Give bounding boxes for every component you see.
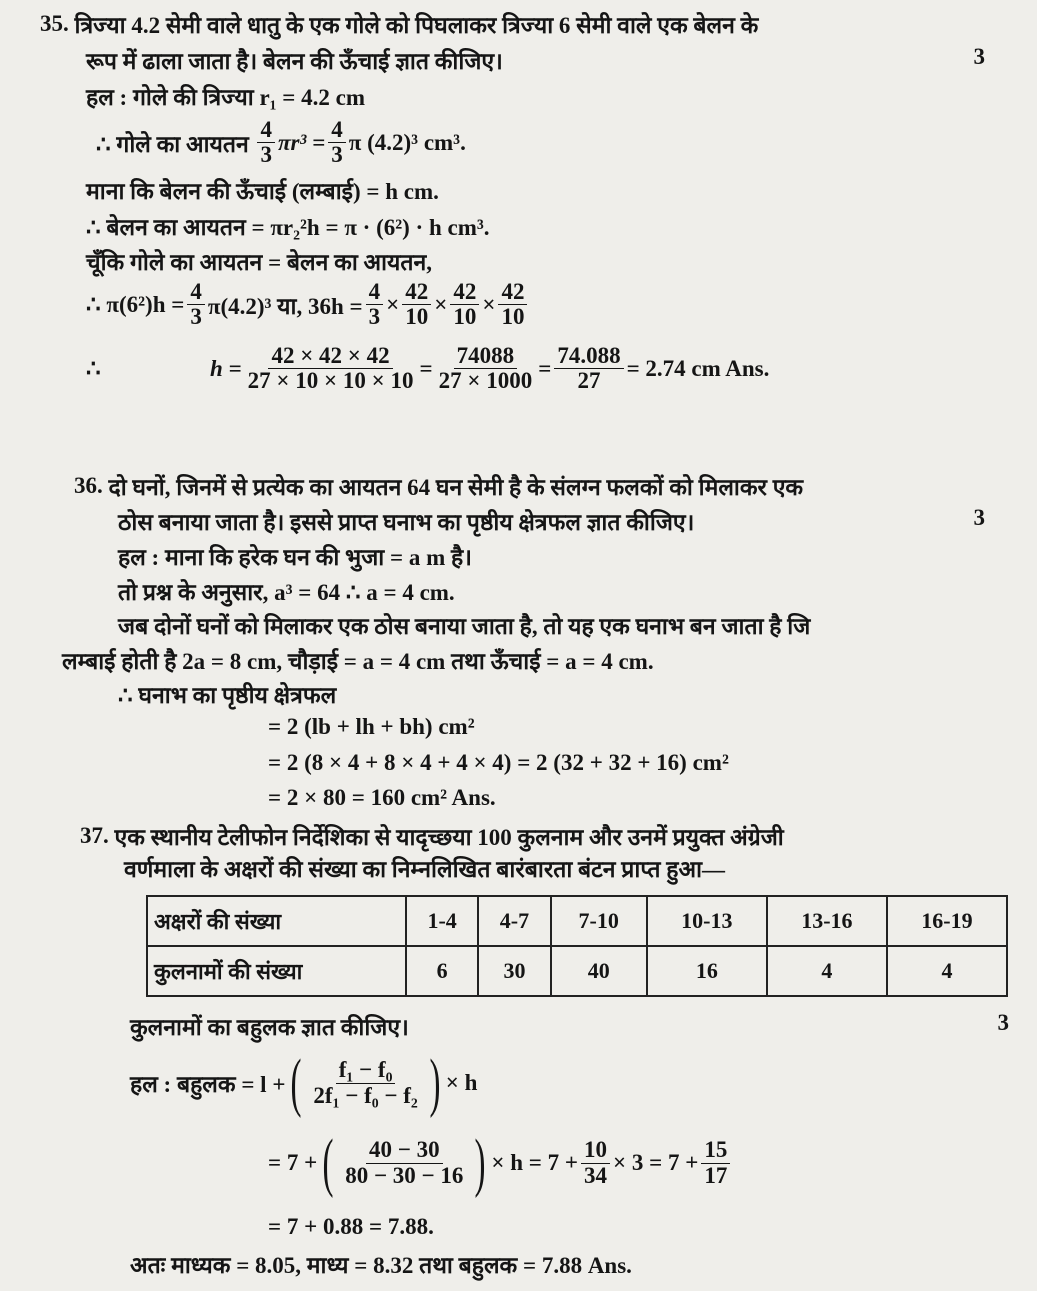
- text: हल : बहुलक = l +: [130, 1072, 286, 1097]
- den: 27 × 1000: [438, 368, 533, 394]
- solution-line: [268, 1126, 733, 1199]
- question-text: एक स्थानीय टेलीफोन निर्देशिका से यादृच्छया 100 कुलनाम और उनमें प्रयुक्त अंग्रेजी: [114, 825, 784, 850]
- frequency-table: [146, 895, 1008, 997]
- num: 74088: [454, 344, 518, 369]
- op: =: [419, 355, 433, 381]
- den: 10: [501, 304, 525, 330]
- question-number: 37.: [80, 823, 109, 848]
- den: 17: [704, 1162, 728, 1188]
- question-text: कुलनामों का बहुलक ज्ञात कीजिए।: [130, 1015, 409, 1040]
- num: 4: [328, 118, 346, 143]
- solution-line: = 2 (lb + lh + bh) cm²: [268, 714, 475, 739]
- fraction: [342, 1138, 466, 1187]
- fraction: [366, 280, 384, 329]
- solution-line: ∴ घनाभ का पृष्ठीय क्षेत्रफल: [118, 683, 337, 708]
- solution-line: माना कि बेलन की ऊँचाई (लम्बाई) = h cm.: [86, 179, 439, 204]
- solution-line: तो प्रश्न के अनुसार, a³ = 64 ∴ a = 4 cm.: [118, 580, 455, 605]
- den: 3: [331, 142, 343, 168]
- paren: (: [322, 1126, 334, 1199]
- solution-line: हल : माना कि हरेक घन की भुजा = a m है।: [118, 545, 472, 570]
- num: 42: [402, 280, 431, 305]
- fraction: [701, 1138, 730, 1187]
- text: h =: [210, 355, 242, 381]
- solution-line: [130, 1046, 478, 1119]
- solution-line: [86, 344, 769, 393]
- solution-line: जब दोनों घनों को मिलाकर एक ठोस बनाया जाता है, तो यह एक घनाभ बन जाता है जि: [118, 614, 811, 639]
- solution-line: = 2 (8 × 4 + 8 × 4 + 4 × 4) = 2 (32 + 32 + 16) cm²: [268, 750, 729, 775]
- table-cell: 16: [647, 946, 767, 996]
- op: =: [538, 355, 552, 381]
- fraction: [310, 1058, 420, 1107]
- paren: ): [429, 1046, 441, 1119]
- text: × h: [445, 1070, 478, 1095]
- q37-line1: [80, 820, 784, 852]
- final-answer: अतः माध्यक = 8.05, माध्य = 8.32 तथा बहुलक = 7.88 Ans.: [130, 1253, 632, 1278]
- den: 34: [584, 1162, 608, 1188]
- solution-line: [86, 280, 530, 329]
- table-cell: 4: [887, 946, 1007, 996]
- fraction: [328, 118, 346, 167]
- table-cell: 40: [551, 946, 647, 996]
- num: 42: [450, 280, 479, 305]
- solution-line: लम्बाई होती है 2a = 8 cm, चौड़ाई = a = 4 cm तथा ऊँचाई = a = 4 cm.: [62, 649, 654, 674]
- table-cell: 6: [406, 946, 478, 996]
- q36-line2: ठोस बनाया जाता है। इससे प्राप्त घनाभ का पृष्ठीय क्षेत्रफल ज्ञात कीजिए।: [118, 510, 695, 535]
- fraction: [245, 344, 417, 393]
- solution-line: = 2 × 80 = 160 cm² Ans.: [268, 785, 496, 810]
- text: ∴ π(6²)h =: [86, 291, 185, 317]
- solution-line: = 7 + 0.88 = 7.88.: [268, 1214, 434, 1239]
- num: 10: [581, 1138, 610, 1163]
- q35-line1: [40, 8, 758, 40]
- fraction: [257, 118, 275, 167]
- paren: ): [474, 1126, 486, 1199]
- fraction: [187, 280, 205, 329]
- text: × h = 7 +: [491, 1150, 579, 1175]
- paren: (: [290, 1046, 302, 1119]
- question-text: रूप में ढाला जाता है। बेलन की ऊँचाई ज्ञात कीजिए।: [86, 49, 503, 74]
- num: 15: [701, 1138, 730, 1163]
- marks: 3: [973, 44, 985, 69]
- text: π (4.2)³ cm³.: [348, 129, 466, 155]
- solution-line: चूँकि गोले का आयतन = बेलन का आयतन,: [86, 250, 433, 275]
- question-text: दो घनों, जिनमें से प्रत्येक का आयतन 64 घन सेमी है के संलग्न फलकों को मिलाकर एक: [108, 475, 804, 500]
- fraction: [581, 1138, 610, 1187]
- num: 4: [257, 118, 275, 143]
- text: π(4.2)³ या, 36h =: [207, 293, 363, 319]
- table-cell: 4: [767, 946, 887, 996]
- question-number: 36.: [74, 473, 103, 498]
- den: 27: [577, 368, 601, 394]
- num: f₁ − f₀: [336, 1058, 396, 1083]
- den: 27 × 10 × 10 × 10: [247, 368, 414, 394]
- marks: 3: [973, 505, 985, 530]
- solution-line: ∴ बेलन का आयतन = πr₂²h = π · (6²) · h cm³.: [86, 215, 490, 240]
- fraction: [402, 280, 431, 329]
- table-row: [147, 896, 1007, 946]
- den: 3: [190, 304, 202, 330]
- solution-line: [96, 118, 466, 167]
- den: 10: [405, 304, 429, 330]
- answer: = 2.74 cm Ans.: [626, 355, 770, 381]
- den: 2f₁ − f₀ − f₂: [313, 1082, 418, 1108]
- op: ×: [386, 291, 400, 317]
- table-header: कुलनामों की संख्या: [147, 946, 406, 996]
- q37-line2: वर्णमाला के अक्षरों की संख्या का निम्नलिखित बारंबारता बंटन प्राप्त हुआ—: [124, 857, 725, 882]
- question-text: त्रिज्या 4.2 सेमी वाले धातु के एक गोले को पिघलाकर त्रिज्या 6 सेमी वाले एक बेलन के: [74, 13, 759, 38]
- num: 4: [366, 280, 384, 305]
- num: 40 − 30: [366, 1138, 443, 1163]
- table-cell: 10-13: [647, 896, 767, 946]
- q36-line1: [74, 470, 803, 502]
- den: 3: [260, 142, 272, 168]
- op: ×: [434, 291, 448, 317]
- text: × 3 = 7 +: [613, 1150, 699, 1175]
- fraction: [554, 344, 623, 393]
- table-cell: 30: [478, 946, 550, 996]
- fraction: [436, 344, 536, 393]
- table-cell: 4-7: [478, 896, 550, 946]
- q35-line2: [86, 44, 503, 76]
- den: 80 − 30 − 16: [345, 1162, 464, 1188]
- table-cell: 16-19: [887, 896, 1007, 946]
- num: 4: [187, 280, 205, 305]
- table-row: [147, 946, 1007, 996]
- table-cell: 13-16: [767, 896, 887, 946]
- num: 42: [498, 280, 527, 305]
- num: 42 × 42 × 42: [268, 344, 392, 369]
- num: 74.088: [554, 344, 623, 369]
- text: ∴: [86, 355, 101, 381]
- op: ×: [482, 291, 496, 317]
- table-header: अक्षरों की संख्या: [147, 896, 406, 946]
- fraction: [498, 280, 527, 329]
- marks: 3: [997, 1010, 1009, 1035]
- question-number: 35.: [40, 11, 69, 36]
- den: 10: [453, 304, 477, 330]
- text: ∴ गोले का आयतन: [96, 131, 249, 157]
- fraction: [450, 280, 479, 329]
- table-cell: 7-10: [551, 896, 647, 946]
- text: πr³ =: [277, 129, 326, 155]
- solution-line: हल : गोले की त्रिज्या r₁ = 4.2 cm: [86, 85, 366, 110]
- den: 3: [368, 304, 381, 330]
- text: = 7 +: [268, 1150, 318, 1175]
- table-cell: 1-4: [406, 896, 478, 946]
